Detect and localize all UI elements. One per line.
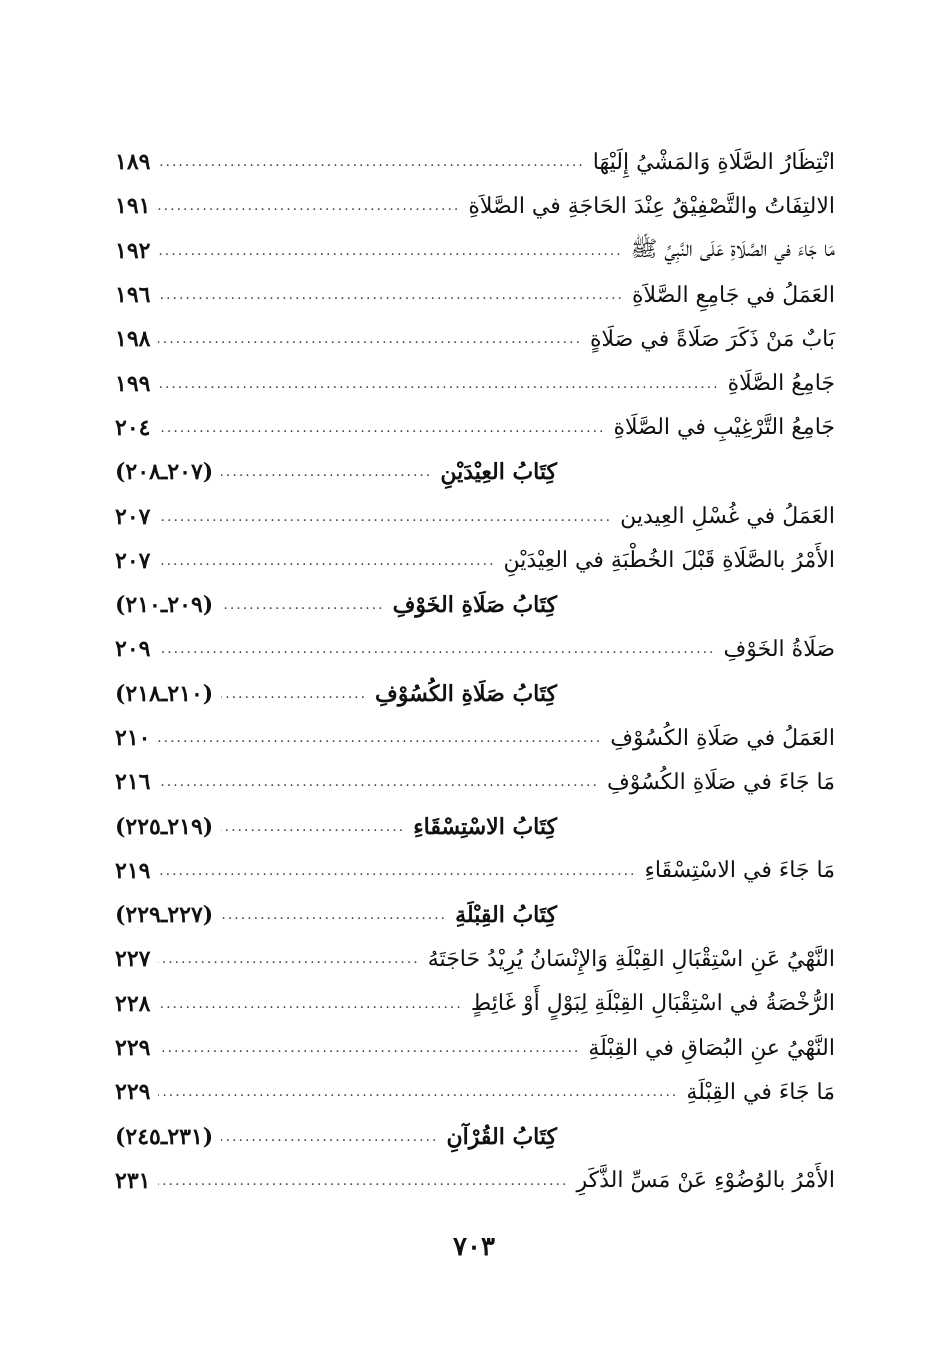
- toc-entry-page: ١٩٢: [115, 237, 151, 264]
- toc-book-heading: [115, 1115, 835, 1159]
- toc-entry-page: ٢٠٩: [115, 636, 151, 663]
- toc-entry-page: ١٩٨: [115, 326, 151, 353]
- toc-entry-page: ١٩٩: [115, 370, 151, 397]
- toc-entry-page: ٢٠٧: [115, 503, 151, 530]
- toc-entry-title: بَابٌ مَنْ ذَكَرَ صَلَاةً في صَلَاةٍ: [590, 326, 835, 352]
- toc-entry-title: النَّهْيُ عنِ البُصَاقِ في القِبْلَةِ: [588, 1035, 835, 1061]
- dot-leader: [158, 997, 462, 1011]
- toc-book-heading: [115, 672, 835, 716]
- toc-entry: [115, 317, 835, 361]
- dot-leader: [158, 731, 602, 745]
- dot-leader: [221, 1130, 438, 1144]
- dot-leader: [158, 1174, 568, 1188]
- toc-entry-page: ٢٢٧: [115, 946, 151, 973]
- toc-entry: [115, 982, 835, 1026]
- toc-entry: [115, 1159, 835, 1203]
- toc-entry-title: الأَمْرُ بالوُضُوْءِ عَنْ مَسِّ الذَّكَرِ: [576, 1168, 835, 1194]
- dot-leader: [158, 244, 622, 258]
- toc-entry-page: ١٩٦: [115, 282, 151, 309]
- toc-entry-page: ١٨٩: [115, 149, 151, 176]
- toc-entry: [115, 140, 835, 184]
- toc-entry-title: الرُّخْصَةُ في اسْتِقْبَالِ القِبْلَةِ لِبَوْلٍ أَوْ غَائِطٍ: [470, 991, 835, 1017]
- toc-entry-title: الالتِفَاتُ والتَّصْفِيْقُ عِنْدَ الحَاجَةِ في الصَّلاَةِ: [468, 193, 835, 219]
- toc-book-heading: [115, 450, 835, 494]
- toc-entry-page: (٢٢٧ـ٢٢٩): [115, 902, 214, 929]
- toc-entry: [115, 229, 835, 273]
- dot-leader: [158, 554, 495, 568]
- toc-entry-title: انْتِظَارُ الصَّلَاةِ وَالمَشْيُ إِلَيْهَا: [592, 149, 835, 175]
- toc-entry-title: صَلَاةُ الخَوْفِ: [723, 636, 835, 662]
- toc-entry-page: ٢١٩: [115, 857, 151, 884]
- toc-entry-title: مَا جَاءَ في الصَّلَاةِ عَلَى النَّبِيِّ ﷺ: [630, 236, 835, 262]
- toc-entry: [115, 1026, 835, 1070]
- toc-entry-title: كِتَابُ صَلَاةِ الكُسُوْفِ: [375, 680, 557, 707]
- dot-leader: [158, 775, 598, 789]
- toc-entry: [115, 716, 835, 760]
- dot-leader: [158, 952, 419, 966]
- toc-entry: [115, 937, 835, 981]
- toc-entry: [115, 361, 835, 405]
- table-of-contents: [115, 140, 835, 1203]
- toc-entry-page: ٢٠٤: [115, 414, 151, 441]
- toc-entry-title: جَامِعُ التَّرْغِيْبِ في الصَّلَاةِ: [613, 415, 835, 441]
- toc-entry: [115, 273, 835, 317]
- dot-leader: [158, 421, 605, 435]
- toc-entry: [115, 406, 835, 450]
- page-number: ٧٠٣: [453, 1232, 495, 1262]
- toc-entry: [115, 760, 835, 804]
- toc-entry: [115, 627, 835, 671]
- dot-leader: [158, 864, 636, 878]
- dot-leader: [221, 687, 367, 701]
- toc-entry-title: كِتَابُ صَلَاةِ الخَوْفِ: [392, 592, 557, 619]
- toc-entry-page: ٢٣١: [115, 1167, 151, 1194]
- dot-leader: [158, 642, 715, 656]
- toc-entry-title: كِتَابُ العِيْدَيْنِ: [440, 459, 557, 486]
- toc-entry-title: الأَمْرُ بالصَّلَاةِ قَبْلَ الخُطْبَةِ في العِيْدَيْنِ: [503, 548, 835, 574]
- toc-entry-page: ٢٢٩: [115, 1035, 151, 1062]
- dot-leader: [221, 908, 447, 922]
- toc-book-heading: [115, 893, 835, 937]
- toc-entry: [115, 539, 835, 583]
- dot-leader: [158, 1085, 678, 1099]
- toc-entry: [115, 184, 835, 228]
- toc-entry-page: ٢٢٨: [115, 990, 151, 1017]
- dot-leader: [158, 510, 612, 524]
- toc-book-heading: [115, 804, 835, 848]
- toc-entry-title: العَمَلُ في غُسْلِ العِيدين: [620, 504, 835, 530]
- toc-entry: [115, 494, 835, 538]
- toc-entry-page: (٢٠٧ـ٢٠٨): [115, 459, 214, 486]
- toc-entry-title: جَامِعُ الصَّلَاةِ: [727, 371, 835, 397]
- toc-entry-title: النَّهْيُ عَنِ اسْتِقْبَالِ القِبْلَةِ وَالإِنْسَانُ يُرِيْدُ حَاجَتَهُ: [427, 946, 835, 972]
- toc-entry-page: ٢١٠: [115, 725, 151, 751]
- dot-leader: [158, 288, 624, 302]
- dot-leader: [221, 820, 405, 834]
- dot-leader: [158, 332, 582, 346]
- toc-entry-page: ٢١٦: [115, 769, 151, 796]
- toc-entry-title: كِتَابُ القُرْآنِ: [446, 1123, 557, 1150]
- toc-entry-page: ٢٢٩: [115, 1079, 151, 1106]
- toc-entry-title: العَمَلُ في صَلَاةِ الكُسُوْفِ: [610, 725, 835, 751]
- toc-entry-title: مَا جَاءَ في الاسْتِسْقَاءِ: [644, 858, 835, 884]
- toc-entry-title: العَمَلُ في جَامِعِ الصَّلاَةِ: [632, 282, 835, 308]
- toc-entry-title: كِتَابُ الاسْتِسْقَاءِ: [413, 813, 557, 840]
- toc-entry: [115, 849, 835, 893]
- dot-leader: [158, 155, 584, 169]
- toc-entry-page: (٢٠٩ـ٢١٠): [115, 592, 214, 619]
- dot-leader: [221, 465, 432, 479]
- toc-entry-page: ٢٠٧: [115, 547, 151, 574]
- dot-leader: [158, 199, 460, 213]
- toc-entry-page: ١٩١: [115, 193, 151, 220]
- toc-entry-page: (٢٣١ـ٢٤٥): [115, 1123, 214, 1150]
- toc-entry-title: مَا جَاءَ في القِبْلَةِ: [686, 1079, 835, 1105]
- toc-entry-page: (٢١٠ـ٢١٨): [115, 680, 214, 707]
- toc-entry-title: كِتَابُ القِبْلَةِ: [455, 902, 557, 929]
- toc-entry-title: مَا جَاءَ في صَلَاةِ الكُسُوْفِ: [606, 769, 835, 795]
- dot-leader: [158, 377, 719, 391]
- toc-entry: [115, 1070, 835, 1114]
- toc-entry-page: (٢١٩ـ٢٢٥): [115, 813, 214, 840]
- toc-book-heading: [115, 583, 835, 627]
- dot-leader: [158, 1041, 580, 1055]
- dot-leader: [221, 598, 384, 612]
